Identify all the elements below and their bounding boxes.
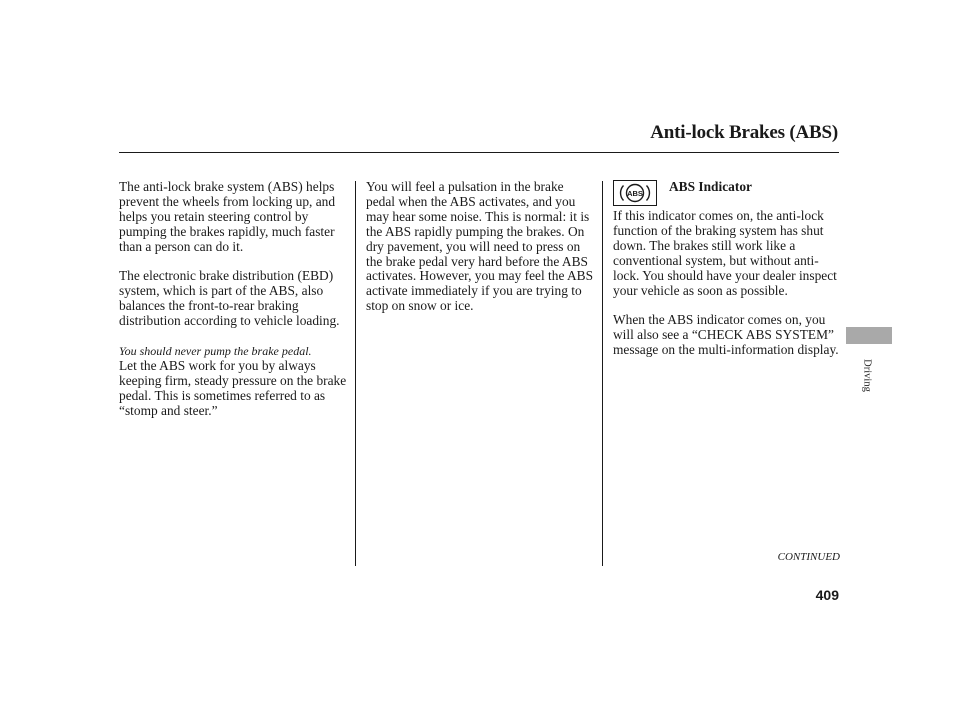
continued-label: CONTINUED — [777, 551, 840, 563]
column-divider-2 — [602, 181, 603, 566]
abs-indicator-header — [613, 180, 841, 209]
paragraph-check-abs: When the ABS indicator comes on, you will also see a “CHECK ABS SYSTEM” message on the multi-information display. — [613, 312, 839, 358]
abs-icon-text: ABS — [627, 188, 643, 198]
paragraph-pump-warning — [119, 344, 347, 419]
page-number: 409 — [815, 587, 839, 603]
page-title: Anti-lock Brakes (ABS) — [650, 122, 838, 143]
paragraph-stomp-steer: Let the ABS work for you by always keeping firm, steady pressure on the brake pedal. This is sometimes referred to as “stomp and steer.” — [119, 357, 347, 418]
column-divider-1 — [355, 181, 356, 566]
paragraph-pulsation: You will feel a pulsation in the brake pedal when the ABS activates, and you may hear some noise. This is normal: it is the ABS rapidly pumping the brakes. On dry pavement, you will need to press on the brake pedal very hard before the ABS activates. However, you may feel the ABS activate immediately if you are trying to stop on snow or ice. — [366, 179, 594, 314]
abs-indicator-icon — [613, 180, 657, 206]
italic-warning: You should never pump the brake pedal. — [119, 343, 312, 358]
paragraph-abs-intro: The anti-lock brake system (ABS) helps prevent the wheels from locking up, and helps you retain steering control by pumping the brakes rapidly, much faster than a person can do it. — [119, 179, 336, 254]
abs-indicator-heading: ABS Indicator — [669, 179, 752, 194]
section-label: Driving — [861, 359, 873, 392]
section-tab — [846, 327, 892, 344]
column-3 — [613, 180, 841, 373]
column-2 — [366, 180, 594, 329]
column-1 — [119, 180, 347, 433]
paragraph-indicator-on: If this indicator comes on, the anti-lock function of the braking system has shut down. The brakes still work like a conventional system, but without anti-lock. You should have your dealer inspect your vehicle as soon as possible. — [613, 208, 837, 298]
paragraph-ebd: The electronic brake distribution (EBD) system, which is part of the ABS, also balances the front-to-rear braking distribution according to vehicle loading. — [119, 268, 340, 329]
title-rule — [119, 152, 839, 153]
